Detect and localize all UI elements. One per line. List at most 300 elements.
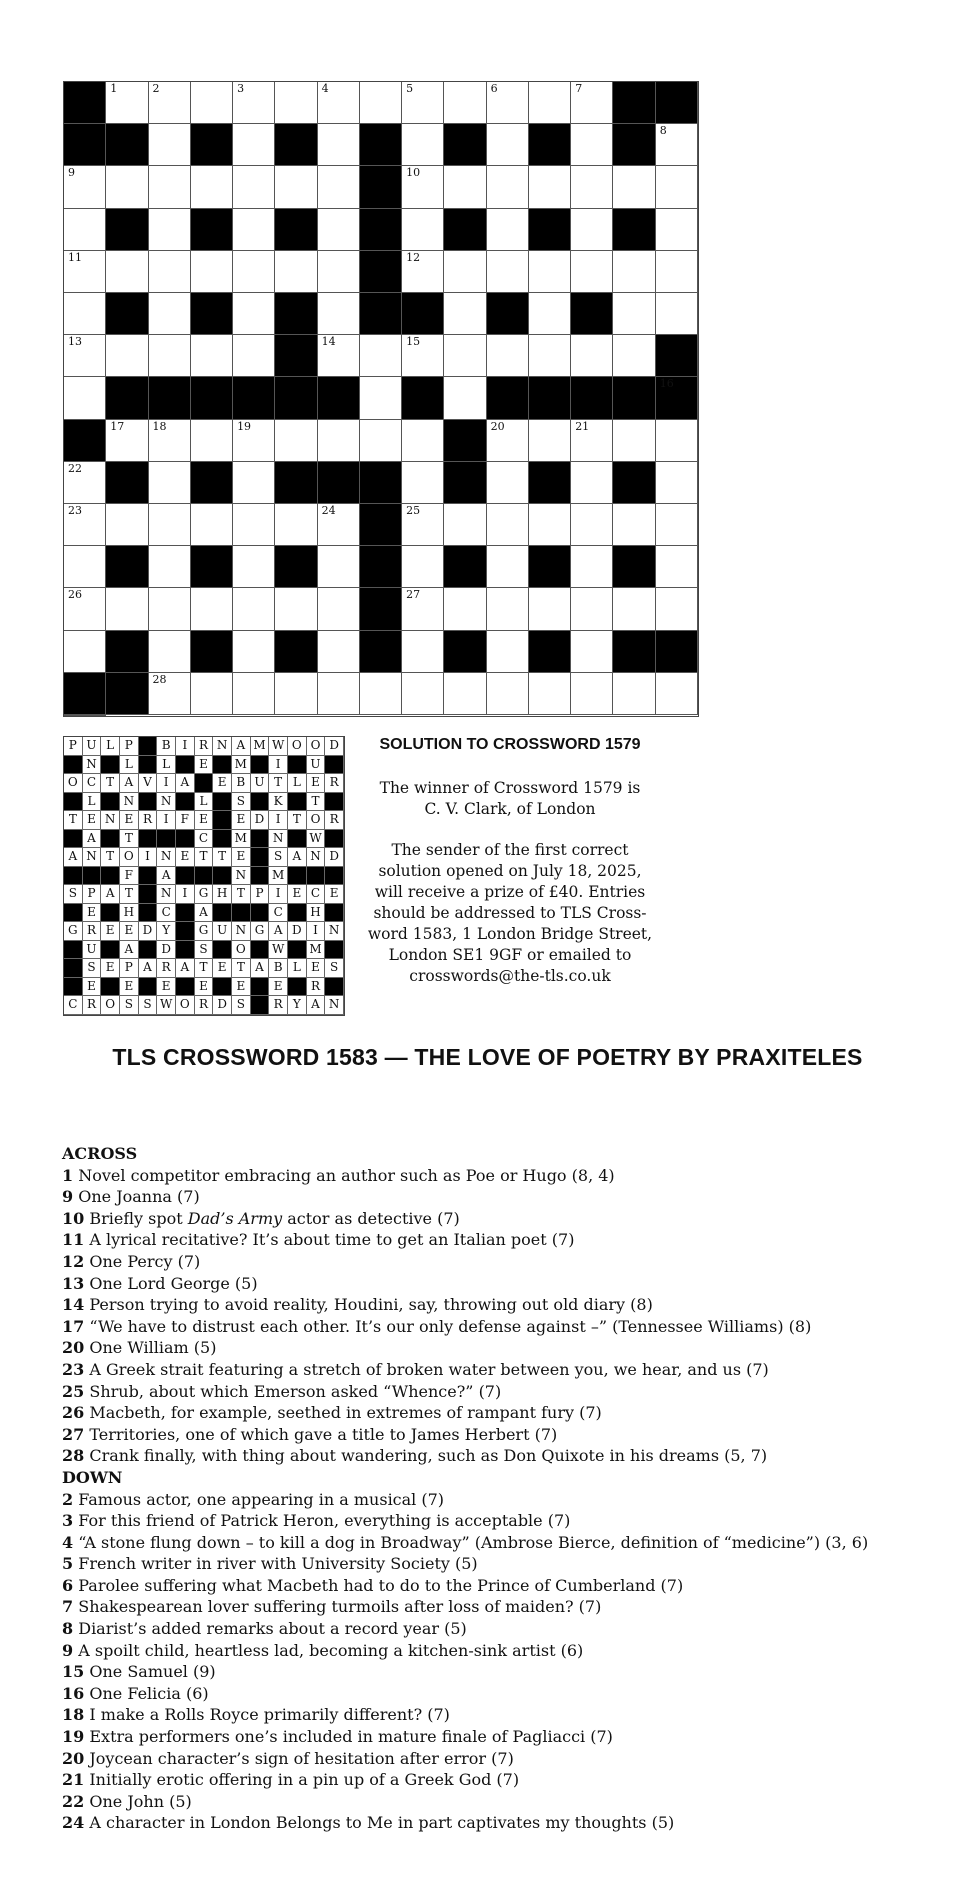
black-square (191, 631, 233, 673)
grid-cell[interactable] (529, 588, 571, 630)
grid-cell[interactable] (444, 504, 486, 546)
clue-line (62, 1532, 962, 1554)
grid-cell[interactable] (529, 166, 571, 208)
solution-letter: I (139, 848, 158, 867)
clue-number: 15 (62, 1662, 85, 1682)
grid-cell[interactable] (191, 420, 233, 462)
grid-cell[interactable] (106, 166, 148, 208)
solution-black-square (64, 830, 83, 849)
solution-black-square (325, 830, 344, 849)
grid-cell[interactable] (656, 546, 698, 588)
solution-letter: R (307, 978, 326, 997)
grid-cell[interactable] (64, 166, 106, 208)
clue-number: 3 (237, 82, 245, 95)
grid-cell[interactable] (487, 335, 529, 377)
grid-cell[interactable] (106, 504, 148, 546)
solution-black-square (251, 867, 270, 886)
grid-cell[interactable] (487, 124, 529, 166)
grid-cell[interactable] (402, 504, 444, 546)
grid-cell[interactable] (191, 588, 233, 630)
solution-black-square (213, 904, 232, 923)
grid-cell[interactable] (191, 82, 233, 124)
prize-line: should be addressed to TLS Cross- (373, 904, 647, 922)
solution-letter: H (213, 885, 232, 904)
solution-black-square (288, 941, 307, 960)
grid-cell[interactable] (233, 335, 275, 377)
solution-black-square (176, 922, 195, 941)
grid-cell[interactable] (149, 293, 191, 335)
grid-cell[interactable] (64, 293, 106, 335)
grid-cell[interactable] (149, 251, 191, 293)
grid-cell[interactable] (149, 462, 191, 504)
clue-text: “We have to distrust each other. It’s our only defense against –” (Tennessee Williams) (8) (89, 1316, 812, 1336)
solution-letter: A (176, 959, 195, 978)
clue-number: 16 (659, 377, 674, 391)
solution-letter: E (83, 904, 102, 923)
solution-black-square (213, 811, 232, 830)
solution-letter: B (157, 737, 176, 756)
grid-cell[interactable] (233, 631, 275, 673)
solution-black-square (325, 756, 344, 775)
solution-letter: E (232, 848, 251, 867)
grid-cell[interactable] (571, 631, 613, 673)
grid-cell[interactable] (444, 82, 486, 124)
grid-cell[interactable] (149, 588, 191, 630)
grid-cell[interactable] (318, 124, 360, 166)
solution-black-square (307, 867, 326, 886)
grid-cell[interactable] (571, 420, 613, 462)
grid-cell[interactable] (149, 673, 191, 715)
grid-cell[interactable] (656, 673, 698, 715)
solution-letter: N (269, 830, 288, 849)
solution-letter: N (307, 848, 326, 867)
solution-letter: W (307, 830, 326, 849)
grid-cell[interactable] (487, 673, 529, 715)
grid-cell[interactable] (656, 420, 698, 462)
solution-letter: T (101, 848, 120, 867)
solution-black-square (139, 904, 158, 923)
grid-cell[interactable] (444, 293, 486, 335)
grid-cell[interactable] (487, 209, 529, 251)
solution-letter: O (64, 774, 83, 793)
solution-letter: I (176, 737, 195, 756)
clue-number: 26 (68, 588, 82, 602)
grid-cell[interactable] (149, 166, 191, 208)
black-square (275, 293, 317, 335)
grid-cell[interactable] (275, 166, 317, 208)
grid-cell[interactable] (444, 335, 486, 377)
grid-cell[interactable] (64, 462, 106, 504)
black-square (191, 377, 233, 419)
solution-letter: A (157, 867, 176, 886)
grid-cell[interactable] (487, 504, 529, 546)
clue-number: 6 (490, 82, 498, 95)
grid-cell[interactable] (402, 462, 444, 504)
clue-number: 15 (406, 335, 421, 349)
grid-cell[interactable] (402, 166, 444, 208)
grid-cell[interactable] (360, 335, 402, 377)
black-square (571, 293, 613, 335)
grid-cell[interactable] (318, 420, 360, 462)
clue-text: One John (5) (89, 1791, 192, 1811)
solution-letter: D (288, 922, 307, 941)
grid-cell[interactable] (571, 124, 613, 166)
solution-letter: W (269, 941, 288, 960)
solution-letter: T (232, 959, 251, 978)
grid-cell[interactable] (529, 335, 571, 377)
grid-cell[interactable] (64, 588, 106, 630)
grid-cell[interactable] (571, 335, 613, 377)
grid-cell[interactable] (318, 166, 360, 208)
grid-cell[interactable] (149, 504, 191, 546)
solution-letter: L (157, 756, 176, 775)
grid-cell[interactable] (64, 631, 106, 673)
clue-number: 17 (62, 1316, 85, 1336)
grid-cell[interactable] (613, 420, 655, 462)
solution-black-square (64, 959, 83, 978)
clue-text: One Percy (7) (89, 1251, 201, 1271)
grid-cell[interactable] (656, 462, 698, 504)
clue-number: 2 (152, 82, 160, 95)
grid-cell[interactable] (613, 588, 655, 630)
solution-black-square (232, 904, 251, 923)
grid-cell[interactable] (487, 166, 529, 208)
grid-cell[interactable] (191, 504, 233, 546)
solution-grid (63, 736, 345, 1016)
grid-cell[interactable] (233, 504, 275, 546)
solution-letter: Y (157, 922, 176, 941)
grid-cell[interactable] (275, 673, 317, 715)
grid-cell[interactable] (571, 546, 613, 588)
grid-cell[interactable] (656, 166, 698, 208)
grid-cell[interactable] (613, 335, 655, 377)
black-square (444, 631, 486, 673)
solution-letter: N (232, 922, 251, 941)
grid-cell[interactable] (402, 209, 444, 251)
black-square (64, 124, 106, 166)
solution-letter: E (269, 978, 288, 997)
grid-cell[interactable] (318, 293, 360, 335)
grid-cell[interactable] (656, 588, 698, 630)
grid-cell[interactable] (656, 209, 698, 251)
grid-cell[interactable] (149, 82, 191, 124)
grid-cell[interactable] (571, 588, 613, 630)
grid-cell[interactable] (402, 673, 444, 715)
clue-number: 23 (62, 1359, 85, 1379)
grid-cell[interactable] (571, 166, 613, 208)
grid-cell[interactable] (402, 251, 444, 293)
black-square (191, 124, 233, 166)
grid-cell[interactable] (487, 251, 529, 293)
grid-cell[interactable] (318, 588, 360, 630)
grid-cell[interactable] (360, 82, 402, 124)
grid-cell[interactable] (402, 420, 444, 462)
grid-cell[interactable] (106, 335, 148, 377)
black-square (529, 209, 571, 251)
solution-letter: R (269, 996, 288, 1015)
clue-line (62, 1618, 962, 1640)
solution-letter: D (325, 848, 344, 867)
grid-cell[interactable] (571, 673, 613, 715)
solution-letter: C (64, 996, 83, 1015)
grid-cell[interactable] (613, 673, 655, 715)
clue-text: One Samuel (9) (89, 1662, 216, 1682)
clue-line (62, 1661, 962, 1683)
grid-cell[interactable] (529, 420, 571, 462)
grid-cell[interactable] (487, 546, 529, 588)
clue-text: Novel competitor embracing an author such as Poe or Hugo (8, 4) (78, 1165, 615, 1185)
solution-letter: L (288, 774, 307, 793)
grid-cell[interactable] (613, 251, 655, 293)
solution-letter: E (83, 811, 102, 830)
grid-cell[interactable] (106, 82, 148, 124)
grid-cell[interactable] (571, 209, 613, 251)
grid-cell[interactable] (275, 82, 317, 124)
grid-cell[interactable] (318, 251, 360, 293)
grid-cell[interactable] (402, 82, 444, 124)
grid-cell[interactable] (529, 673, 571, 715)
clue-number: 24 (321, 504, 336, 517)
grid-cell[interactable] (64, 335, 106, 377)
grid-cell[interactable] (149, 335, 191, 377)
prize-details (355, 840, 665, 987)
grid-cell[interactable] (360, 420, 402, 462)
grid-cell[interactable] (656, 124, 698, 166)
grid-cell[interactable] (233, 588, 275, 630)
solution-black-square (83, 867, 102, 886)
solution-black-square (288, 830, 307, 849)
grid-cell[interactable] (571, 504, 613, 546)
solution-black-square (251, 756, 270, 775)
clue-number: 10 (406, 166, 421, 180)
grid-cell[interactable] (613, 504, 655, 546)
solution-black-square (213, 941, 232, 960)
solution-black-square (195, 867, 214, 886)
grid-cell[interactable] (360, 673, 402, 715)
solution-letter: F (120, 867, 139, 886)
grid-cell[interactable] (318, 673, 360, 715)
clue-text: A Greek strait featuring a stretch of broken water between you, we hear, and us (7) (89, 1359, 769, 1379)
grid-cell[interactable] (64, 209, 106, 251)
clue-number: 16 (62, 1683, 85, 1703)
black-square (275, 124, 317, 166)
solution-black-square (139, 885, 158, 904)
grid-cell[interactable] (571, 82, 613, 124)
solution-letter: E (120, 978, 139, 997)
grid-cell[interactable] (233, 673, 275, 715)
grid-cell[interactable] (444, 166, 486, 208)
black-square (360, 631, 402, 673)
grid-cell[interactable] (149, 546, 191, 588)
grid-cell[interactable] (444, 251, 486, 293)
black-square (613, 631, 655, 673)
solution-letter: C (157, 904, 176, 923)
grid-cell[interactable] (275, 251, 317, 293)
solution-letter: O (307, 737, 326, 756)
solution-letter: A (120, 941, 139, 960)
solution-black-square (213, 978, 232, 997)
solution-black-square (213, 793, 232, 812)
grid-cell[interactable] (149, 631, 191, 673)
grid-cell[interactable] (571, 251, 613, 293)
grid-cell[interactable] (402, 588, 444, 630)
solution-letter: R (139, 811, 158, 830)
solution-letter: A (251, 959, 270, 978)
solution-letter: P (120, 959, 139, 978)
grid-cell[interactable] (487, 588, 529, 630)
solution-letter: N (213, 737, 232, 756)
black-square (529, 546, 571, 588)
solution-letter: E (232, 978, 251, 997)
clue-number: 19 (62, 1727, 85, 1747)
clue-number: 27 (62, 1424, 85, 1444)
black-square (613, 546, 655, 588)
black-square (191, 462, 233, 504)
solution-black-square (64, 867, 83, 886)
solution-letter: T (232, 885, 251, 904)
grid-cell[interactable] (149, 420, 191, 462)
solution-black-square (288, 756, 307, 775)
solution-letter: O (232, 941, 251, 960)
grid-cell[interactable] (318, 504, 360, 546)
grid-cell[interactable] (529, 504, 571, 546)
clue-number: 7 (575, 82, 583, 95)
solution-letter: P (251, 885, 270, 904)
solution-letter: C (83, 774, 102, 793)
grid-cell[interactable] (106, 420, 148, 462)
grid-cell[interactable] (487, 82, 529, 124)
grid-cell[interactable] (318, 82, 360, 124)
grid-cell[interactable] (233, 166, 275, 208)
grid-cell[interactable] (233, 124, 275, 166)
black-square (613, 124, 655, 166)
grid-cell[interactable] (106, 588, 148, 630)
grid-cell[interactable] (149, 209, 191, 251)
black-square (656, 377, 698, 419)
solution-letter: R (157, 959, 176, 978)
solution-black-square (157, 830, 176, 849)
grid-cell[interactable] (402, 631, 444, 673)
grid-cell[interactable] (64, 377, 106, 419)
grid-cell[interactable] (149, 124, 191, 166)
clue-number: 28 (152, 672, 167, 686)
clue-text: One William (5) (89, 1338, 217, 1358)
grid-cell[interactable] (656, 293, 698, 335)
grid-cell[interactable] (487, 462, 529, 504)
grid-cell[interactable] (106, 251, 148, 293)
solution-title: SOLUTION TO CROSSWORD 1579 (379, 736, 641, 753)
clue-number: 1 (110, 82, 118, 95)
grid-cell[interactable] (656, 504, 698, 546)
clue-line (62, 1596, 962, 1618)
clue-text: Parolee suffering what Macbeth had to do to the Prince of Cumberland (7) (78, 1575, 684, 1595)
solution-letter: U (83, 737, 102, 756)
clue-text: A character in London Belongs to Me in part captivates my thoughts (5) (89, 1813, 675, 1833)
clue-number: 23 (68, 504, 82, 517)
grid-cell[interactable] (233, 462, 275, 504)
solution-letter: E (157, 978, 176, 997)
grid-cell[interactable] (191, 166, 233, 208)
solution-letter: D (213, 996, 232, 1015)
solution-black-square (176, 904, 195, 923)
grid-cell[interactable] (656, 251, 698, 293)
grid-cell[interactable] (318, 209, 360, 251)
grid-cell[interactable] (233, 420, 275, 462)
grid-cell[interactable] (402, 124, 444, 166)
grid-cell[interactable] (233, 546, 275, 588)
grid-cell[interactable] (487, 631, 529, 673)
solution-letter: H (120, 904, 139, 923)
grid-cell[interactable] (318, 631, 360, 673)
grid-cell[interactable] (529, 293, 571, 335)
solution-letter: A (232, 737, 251, 756)
grid-cell[interactable] (233, 209, 275, 251)
grid-cell[interactable] (444, 377, 486, 419)
grid-cell[interactable] (529, 251, 571, 293)
solution-black-square (251, 904, 270, 923)
solution-letter: R (195, 737, 214, 756)
solution-letter: L (83, 793, 102, 812)
grid-cell[interactable] (360, 377, 402, 419)
crossword-grid (63, 81, 699, 717)
grid-cell[interactable] (275, 420, 317, 462)
solution-black-square (101, 978, 120, 997)
clue-number: 1 (62, 1165, 74, 1185)
clue-number: 26 (62, 1403, 85, 1423)
grid-cell[interactable] (402, 546, 444, 588)
grid-cell[interactable] (444, 588, 486, 630)
solution-letter: N (120, 793, 139, 812)
grid-cell[interactable] (64, 504, 106, 546)
clue-number: 4 (62, 1532, 74, 1552)
grid-cell[interactable] (191, 251, 233, 293)
clue-text: A lyrical recitative? It’s about time to get an Italian poet (7) (89, 1230, 575, 1250)
solution-black-square (251, 830, 270, 849)
grid-cell[interactable] (233, 82, 275, 124)
clue-number: 4 (321, 82, 329, 95)
clue-line (62, 1791, 962, 1813)
grid-cell[interactable] (571, 462, 613, 504)
solution-black-square (139, 756, 158, 775)
grid-cell[interactable] (64, 251, 106, 293)
solution-black-square (139, 978, 158, 997)
grid-cell[interactable] (529, 82, 571, 124)
grid-cell[interactable] (233, 251, 275, 293)
clue-text: Shrub, about which Emerson asked “Whence?” (7) (89, 1381, 502, 1401)
grid-cell[interactable] (318, 546, 360, 588)
grid-cell[interactable] (487, 420, 529, 462)
solution-black-square (251, 941, 270, 960)
grid-cell[interactable] (191, 335, 233, 377)
grid-cell[interactable] (275, 504, 317, 546)
grid-cell[interactable] (191, 673, 233, 715)
grid-cell[interactable] (613, 293, 655, 335)
solution-letter: S (325, 959, 344, 978)
solution-letter: D (157, 941, 176, 960)
solution-letter: C (269, 904, 288, 923)
black-square (613, 82, 655, 124)
grid-cell[interactable] (233, 293, 275, 335)
grid-cell[interactable] (64, 546, 106, 588)
solution-letter: I (176, 885, 195, 904)
solution-letter: A (120, 774, 139, 793)
grid-cell[interactable] (402, 335, 444, 377)
grid-cell[interactable] (613, 166, 655, 208)
black-square (613, 377, 655, 419)
grid-cell[interactable] (318, 335, 360, 377)
grid-cell[interactable] (275, 588, 317, 630)
grid-cell[interactable] (444, 673, 486, 715)
